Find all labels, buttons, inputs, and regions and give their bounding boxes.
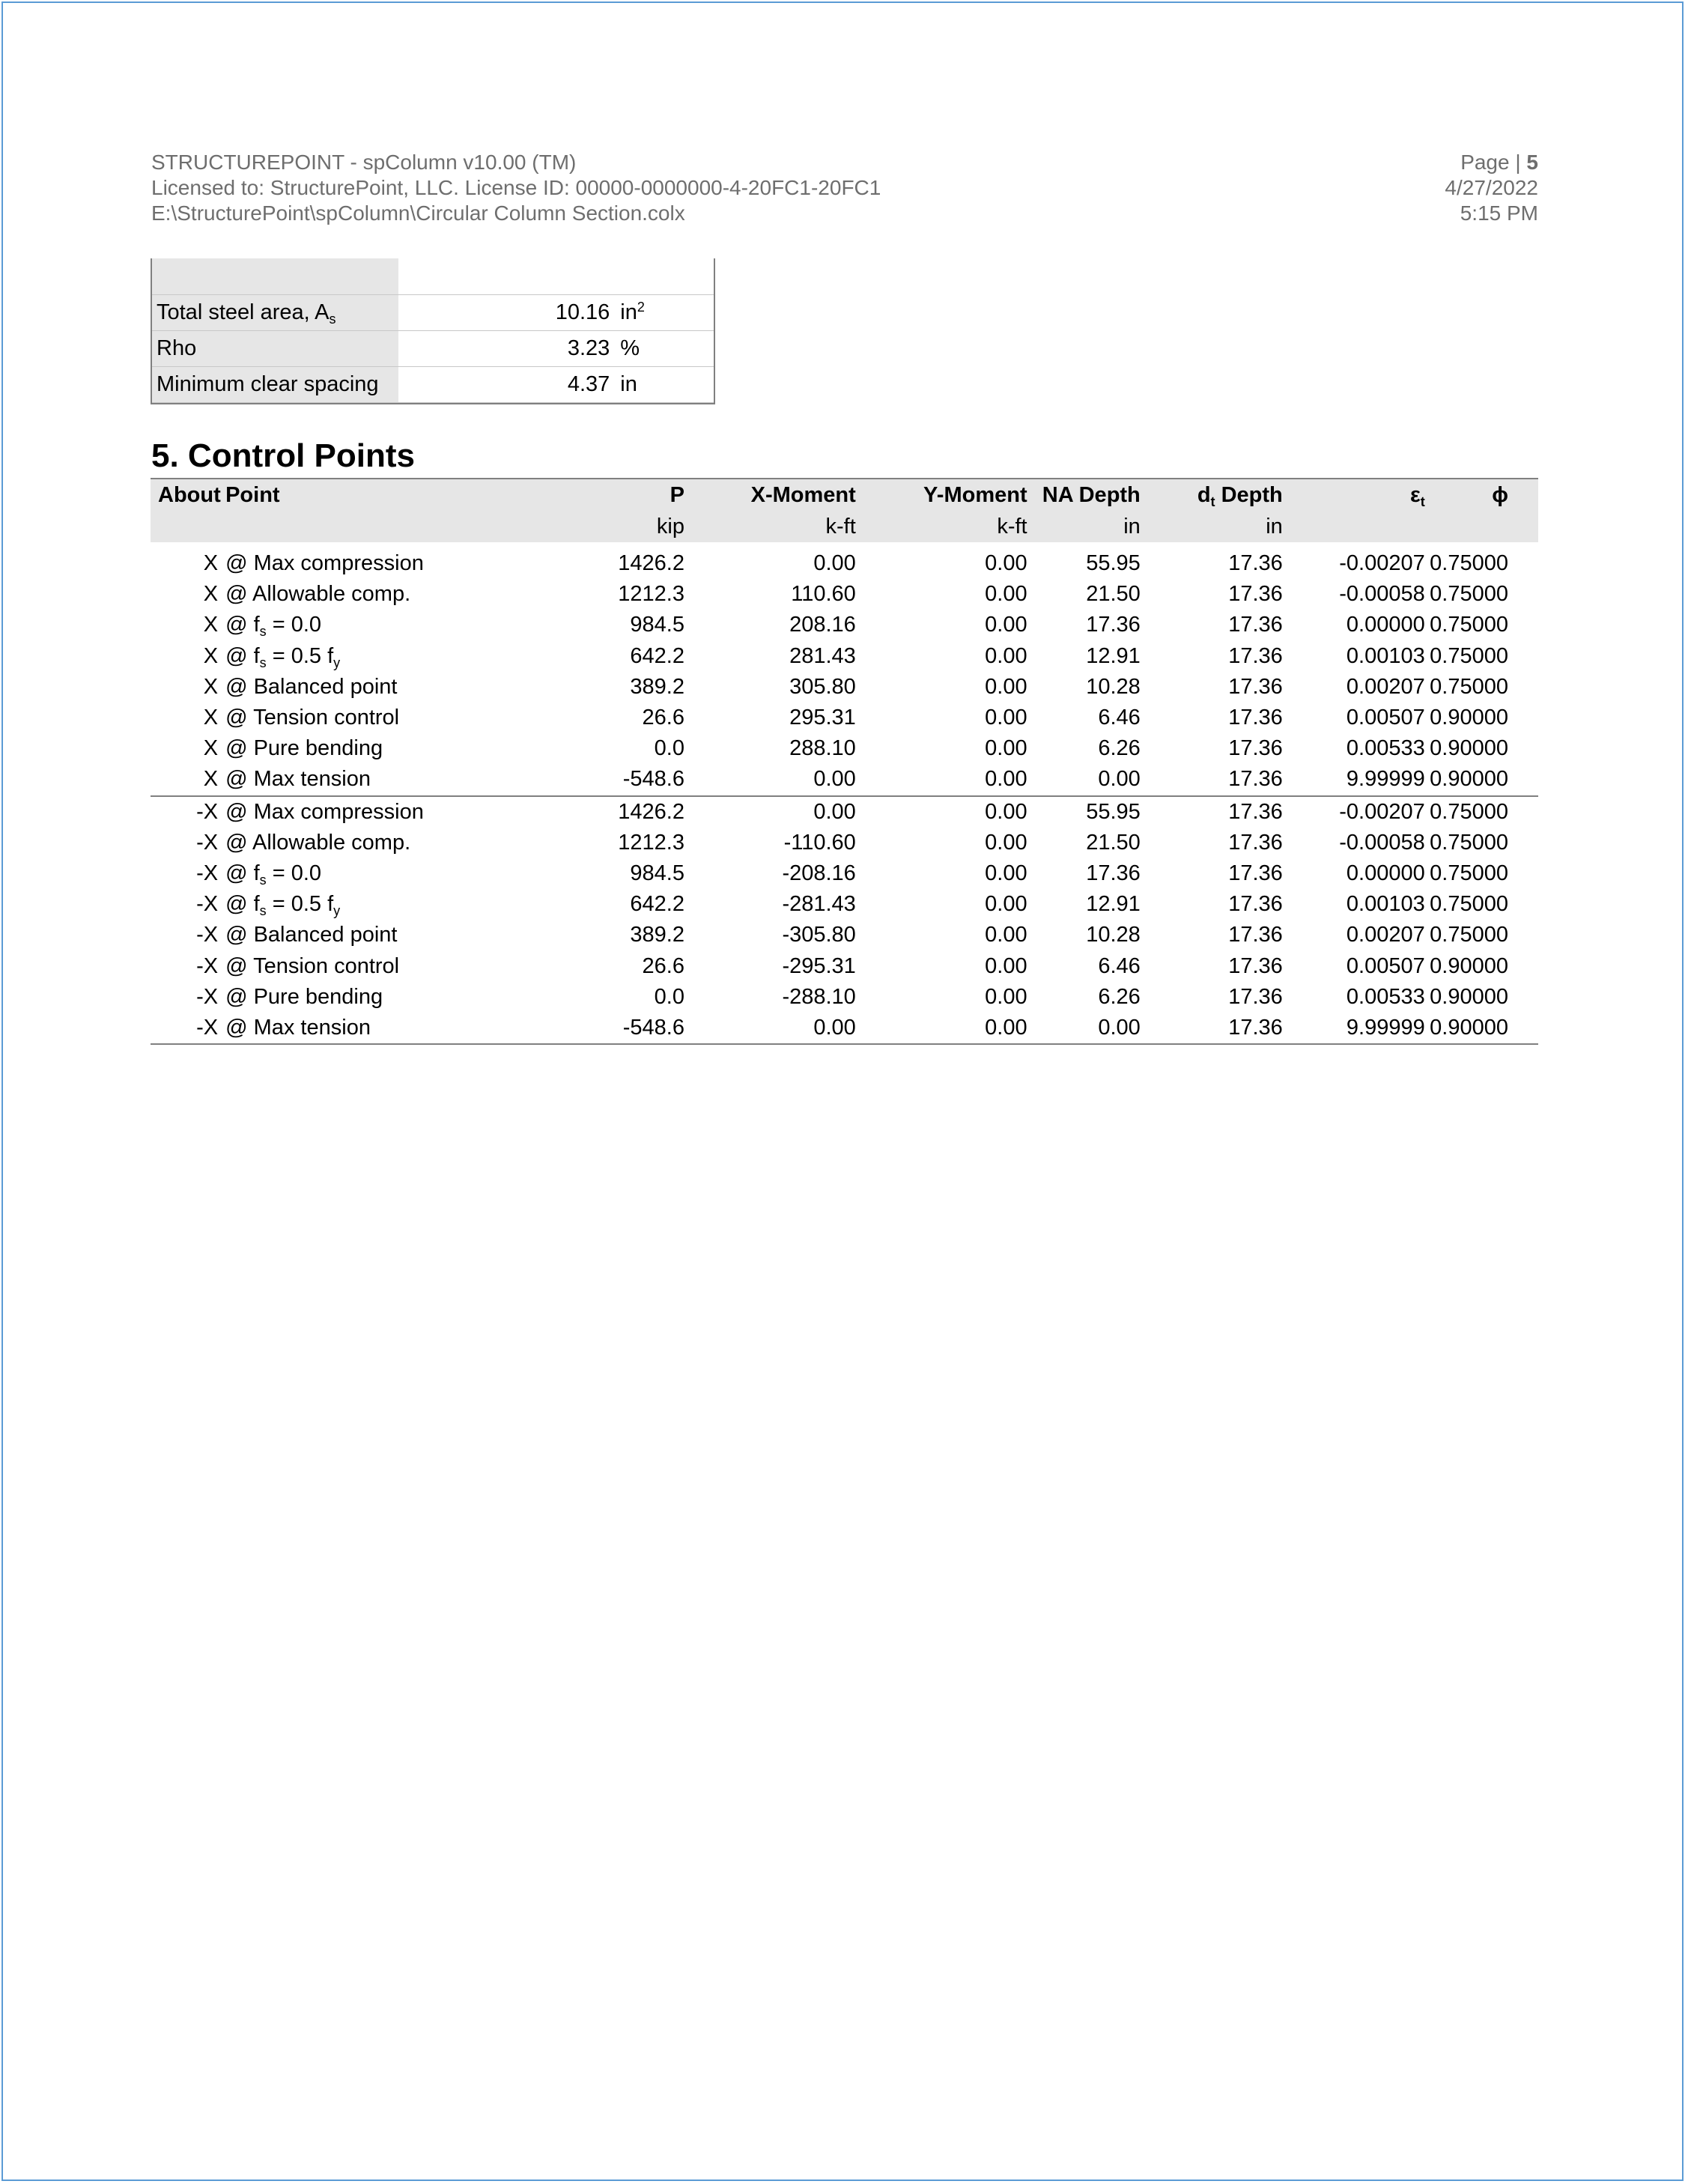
- cell-phi: 0.90000: [1425, 1013, 1538, 1044]
- cell-y-moment: 0.00: [985, 613, 1027, 637]
- cell-epsilon-t: 0.00103: [1346, 892, 1425, 917]
- cell-dt-depth: 17.36: [1141, 1013, 1283, 1044]
- file-path: E:\StructurePoint\spColumn\Circular Column Section.colx: [151, 201, 685, 225]
- cell-na-depth: 17.36: [1086, 613, 1141, 637]
- table-row: [151, 858, 1538, 889]
- report-time: 5:15 PM: [1460, 201, 1538, 225]
- cell-epsilon-t: 0.00000: [1346, 861, 1425, 885]
- cell-dt-depth: 17.36: [1228, 767, 1283, 792]
- cell-y-moment: 0.00: [985, 830, 1027, 855]
- cell-p: 26.6: [642, 706, 684, 730]
- cell-na-depth: 0.00: [1027, 1013, 1141, 1044]
- cell-na-depth: 12.91: [1086, 892, 1141, 917]
- table-row: [151, 548, 1538, 579]
- col-header-dt-depth: $d_t$ Depth: [1141, 479, 1283, 511]
- cell-epsilon-t: 0.00533: [1346, 984, 1425, 1009]
- cell-point: @ Allowable comp.: [225, 582, 411, 607]
- table-row: [151, 672, 1538, 703]
- cell-epsilon-t: -0.00207: [1339, 551, 1425, 576]
- cell-p: 389.2: [630, 674, 684, 699]
- cell-p: 1212.3: [618, 582, 684, 607]
- cell-phi: 0.75000: [1430, 861, 1508, 885]
- cell-y-moment: 0.00: [985, 736, 1027, 761]
- cell-y-moment: 0.00: [985, 551, 1027, 576]
- cell-p: 1426.2: [618, 551, 684, 576]
- cell-about: X: [203, 767, 219, 792]
- col-header-phi: ϕ: [1425, 479, 1538, 511]
- cell-x-moment: 281.43: [789, 643, 856, 668]
- cell-y-moment: 0.00: [985, 984, 1027, 1009]
- cell-point: @ Balanced point: [225, 923, 398, 947]
- table-row: [151, 796, 1538, 828]
- cell-phi: 0.75000: [1430, 551, 1508, 576]
- cell-point: @ Max tension: [225, 1013, 532, 1044]
- table-row: [151, 764, 1538, 795]
- cell-about: X: [203, 643, 219, 668]
- cell-na-depth: 6.26: [1098, 736, 1141, 761]
- summary-row: [151, 331, 715, 367]
- col-header-about: About: [151, 479, 225, 511]
- cell-about: -X: [196, 953, 219, 978]
- cell-y-moment: 0.00: [985, 923, 1027, 947]
- report-date: 4/27/2022: [1445, 176, 1538, 199]
- table-row: [151, 641, 1538, 672]
- unit-y-moment: k-ft: [856, 511, 1027, 542]
- unit-x-moment: k-ft: [684, 511, 856, 542]
- page-label: Page |: [1460, 151, 1527, 174]
- cell-point: @ $f_s = 0.0$: [225, 613, 322, 640]
- summary-label: Total steel area, $A_s$: [151, 295, 398, 331]
- summary-unit: in: [620, 367, 715, 403]
- summary-value: 3.23: [398, 331, 621, 367]
- unit-dt-depth: in: [1141, 511, 1283, 542]
- program-name: STRUCTUREPOINT - spColumn v10.00 (TM): [151, 151, 577, 174]
- table-row: [151, 579, 1538, 610]
- cell-y-moment: 0.00: [856, 1013, 1027, 1044]
- col-header-epsilon-t: $\varepsilon_t$: [1283, 479, 1425, 511]
- cell-point: @ Pure bending: [225, 984, 383, 1009]
- col-header-na-depth: NA Depth: [1027, 479, 1141, 511]
- cell-na-depth: 10.28: [1086, 674, 1141, 699]
- col-header-p: P: [532, 479, 684, 511]
- cell-p: -548.6: [622, 767, 684, 792]
- cell-dt-depth: 17.36: [1228, 613, 1283, 637]
- table-row: [151, 610, 1538, 640]
- cell-na-depth: 6.26: [1098, 984, 1141, 1009]
- cell-y-moment: 0.00: [856, 796, 1027, 828]
- cell-p: 984.5: [630, 613, 684, 637]
- cell-dt-depth: 17.36: [1228, 923, 1283, 947]
- col-header-x-moment: X-Moment: [684, 479, 856, 511]
- cell-phi: 0.90000: [1430, 736, 1508, 761]
- cell-x-moment: -295.31: [782, 953, 856, 978]
- table-row: [151, 920, 1538, 950]
- cell-na-depth: 12.91: [1086, 643, 1141, 668]
- cell-y-moment: 0.00: [985, 767, 1027, 792]
- cell-x-moment: 0.00: [813, 551, 856, 576]
- cell-y-moment: 0.00: [985, 861, 1027, 885]
- cell-p: 1426.2: [532, 796, 684, 828]
- cell-point: @ Tension control: [225, 953, 400, 978]
- cell-phi: 0.75000: [1430, 613, 1508, 637]
- cell-about: X: [203, 674, 219, 699]
- cell-about: X: [203, 736, 219, 761]
- cell-y-moment: 0.00: [985, 582, 1027, 607]
- cell-p: 642.2: [630, 643, 684, 668]
- cell-epsilon-t: -0.00058: [1339, 582, 1425, 607]
- cell-x-moment: 295.31: [789, 706, 856, 730]
- cell-x-moment: -110.60: [783, 830, 856, 855]
- cell-na-depth: 6.46: [1098, 706, 1141, 730]
- units-row: [151, 511, 1538, 542]
- cell-y-moment: 0.00: [985, 643, 1027, 668]
- table-row: [151, 733, 1538, 764]
- cell-dt-depth: 17.36: [1228, 706, 1283, 730]
- cell-about: -X: [196, 892, 219, 917]
- summary-unit: %: [620, 331, 715, 367]
- cell-x-moment: 305.80: [789, 674, 856, 699]
- unit-p: kip: [532, 511, 684, 542]
- cell-x-moment: 0.00: [684, 796, 856, 828]
- cell-point: @ Balanced point: [225, 674, 398, 699]
- cell-na-depth: 55.95: [1027, 796, 1141, 828]
- table-row: [151, 950, 1538, 981]
- cell-about: -X: [196, 861, 219, 885]
- cell-x-moment: 288.10: [789, 736, 856, 761]
- cell-na-depth: 21.50: [1086, 582, 1141, 607]
- header-left: [151, 150, 881, 226]
- cell-about: X: [203, 582, 219, 607]
- license-info: Licensed to: StructurePoint, LLC. License ID: 00000-0000000-4-20FC1-20FC1: [151, 176, 881, 199]
- cell-dt-depth: 17.36: [1141, 796, 1283, 828]
- cell-dt-depth: 17.36: [1228, 984, 1283, 1009]
- table-row: [151, 828, 1538, 858]
- cell-x-moment: 110.60: [791, 582, 856, 607]
- cell-epsilon-t: 0.00533: [1346, 736, 1425, 761]
- cell-about: X: [203, 551, 219, 576]
- table-row: [151, 982, 1538, 1013]
- cell-phi: 0.75000: [1425, 796, 1538, 828]
- cell-p: 984.5: [630, 861, 684, 885]
- col-header-y-moment: Y-Moment: [856, 479, 1027, 511]
- cell-dt-depth: 17.36: [1228, 861, 1283, 885]
- cell-phi: 0.75000: [1430, 582, 1508, 607]
- cell-x-moment: -208.16: [782, 861, 856, 885]
- cell-epsilon-t: 0.00103: [1346, 643, 1425, 668]
- cell-dt-depth: 17.36: [1228, 953, 1283, 978]
- cell-epsilon-t: -0.00207: [1283, 796, 1425, 828]
- col-header-point: Point: [225, 479, 532, 511]
- cell-about: X: [203, 706, 219, 730]
- cell-about: -X: [196, 984, 219, 1009]
- cell-epsilon-t: 0.00207: [1346, 923, 1425, 947]
- cell-p: 389.2: [630, 923, 684, 947]
- cell-about: -X: [196, 923, 219, 947]
- cell-p: 0.0: [654, 984, 684, 1009]
- cell-dt-depth: 17.36: [1228, 582, 1283, 607]
- cell-p: -548.6: [532, 1013, 684, 1044]
- cell-y-moment: 0.00: [985, 953, 1027, 978]
- cell-phi: 0.90000: [1430, 984, 1508, 1009]
- cell-dt-depth: 17.36: [1228, 643, 1283, 668]
- cell-p: 26.6: [642, 953, 684, 978]
- cell-epsilon-t: -0.00058: [1339, 830, 1425, 855]
- cell-epsilon-t: 0.00507: [1346, 953, 1425, 978]
- cell-dt-depth: 17.36: [1228, 736, 1283, 761]
- page-indicator: [1445, 150, 1538, 175]
- reinforcement-summary-table: [151, 258, 715, 403]
- table-row: [151, 703, 1538, 733]
- cell-point: @ Max compression: [225, 796, 532, 828]
- cell-phi: 0.90000: [1430, 953, 1508, 978]
- cell-x-moment: -281.43: [782, 892, 856, 917]
- control-points-body: [151, 548, 1538, 1044]
- cell-point: @ Max compression: [225, 551, 424, 576]
- cell-y-moment: 0.00: [985, 674, 1027, 699]
- cell-phi: 0.90000: [1430, 767, 1508, 792]
- summary-value: 10.16: [398, 295, 621, 331]
- cell-p: 0.0: [654, 736, 684, 761]
- summary-label: Rho: [151, 331, 398, 367]
- table-row: [151, 1013, 1538, 1044]
- cell-epsilon-t: 0.00000: [1346, 613, 1425, 637]
- cell-y-moment: 0.00: [985, 892, 1027, 917]
- cell-point: @ Max tension: [225, 767, 371, 792]
- summary-value: 4.37: [398, 367, 621, 403]
- cell-x-moment: -288.10: [782, 984, 856, 1009]
- cell-point: @ $f_s = 0.0$: [225, 861, 322, 888]
- cell-dt-depth: 17.36: [1228, 551, 1283, 576]
- summary-row: [151, 367, 715, 403]
- cell-about: -X: [151, 1013, 225, 1044]
- cell-epsilon-t: 0.00507: [1346, 706, 1425, 730]
- header-right: [1445, 150, 1538, 226]
- cell-na-depth: 21.50: [1086, 830, 1141, 855]
- cell-point: @ Pure bending: [225, 736, 383, 761]
- cell-phi: 0.75000: [1430, 892, 1508, 917]
- cell-about: X: [203, 613, 219, 637]
- cell-phi: 0.75000: [1430, 830, 1508, 855]
- cell-point: @ $f_s = 0.5$ $f_y$: [225, 643, 341, 670]
- cell-na-depth: 17.36: [1086, 861, 1141, 885]
- cell-dt-depth: 17.36: [1228, 830, 1283, 855]
- cell-about: -X: [196, 830, 219, 855]
- cell-point: @ Tension control: [225, 706, 400, 730]
- cell-epsilon-t: 0.00207: [1346, 674, 1425, 699]
- summary-unit: $in^2$: [620, 295, 715, 331]
- cell-dt-depth: 17.36: [1228, 674, 1283, 699]
- cell-epsilon-t: 9.99999: [1283, 1013, 1425, 1044]
- page-number: 5: [1526, 151, 1538, 174]
- cell-na-depth: 10.28: [1086, 923, 1141, 947]
- summary-blank-row: [151, 258, 715, 295]
- cell-x-moment: 0.00: [813, 767, 856, 792]
- header-row: [151, 479, 1538, 511]
- cell-dt-depth: 17.36: [1228, 892, 1283, 917]
- cell-p: 642.2: [630, 892, 684, 917]
- cell-phi: 0.75000: [1430, 674, 1508, 699]
- unit-na-depth: in: [1027, 511, 1141, 542]
- summary-row: [151, 295, 715, 331]
- cell-y-moment: 0.00: [985, 706, 1027, 730]
- cell-phi: 0.75000: [1430, 643, 1508, 668]
- control-points-table: [151, 478, 1538, 1045]
- cell-x-moment: 0.00: [684, 1013, 856, 1044]
- cell-point: @ Allowable comp.: [225, 830, 411, 855]
- cell-na-depth: 55.95: [1086, 551, 1141, 576]
- summary-label: Minimum clear spacing: [151, 367, 398, 403]
- table-row: [151, 889, 1538, 920]
- cell-about: -X: [151, 796, 225, 828]
- cell-x-moment: -305.80: [782, 923, 856, 947]
- cell-phi: 0.90000: [1430, 706, 1508, 730]
- cell-phi: 0.75000: [1430, 923, 1508, 947]
- cell-na-depth: 0.00: [1098, 767, 1141, 792]
- cell-epsilon-t: 9.99999: [1346, 767, 1425, 792]
- cell-p: 1212.3: [618, 830, 684, 855]
- cell-point: @ $f_s = 0.5$ $f_y$: [225, 892, 341, 919]
- cell-na-depth: 6.46: [1098, 953, 1141, 978]
- cell-x-moment: 208.16: [789, 613, 856, 637]
- section-title: 5. Control Points: [151, 437, 415, 474]
